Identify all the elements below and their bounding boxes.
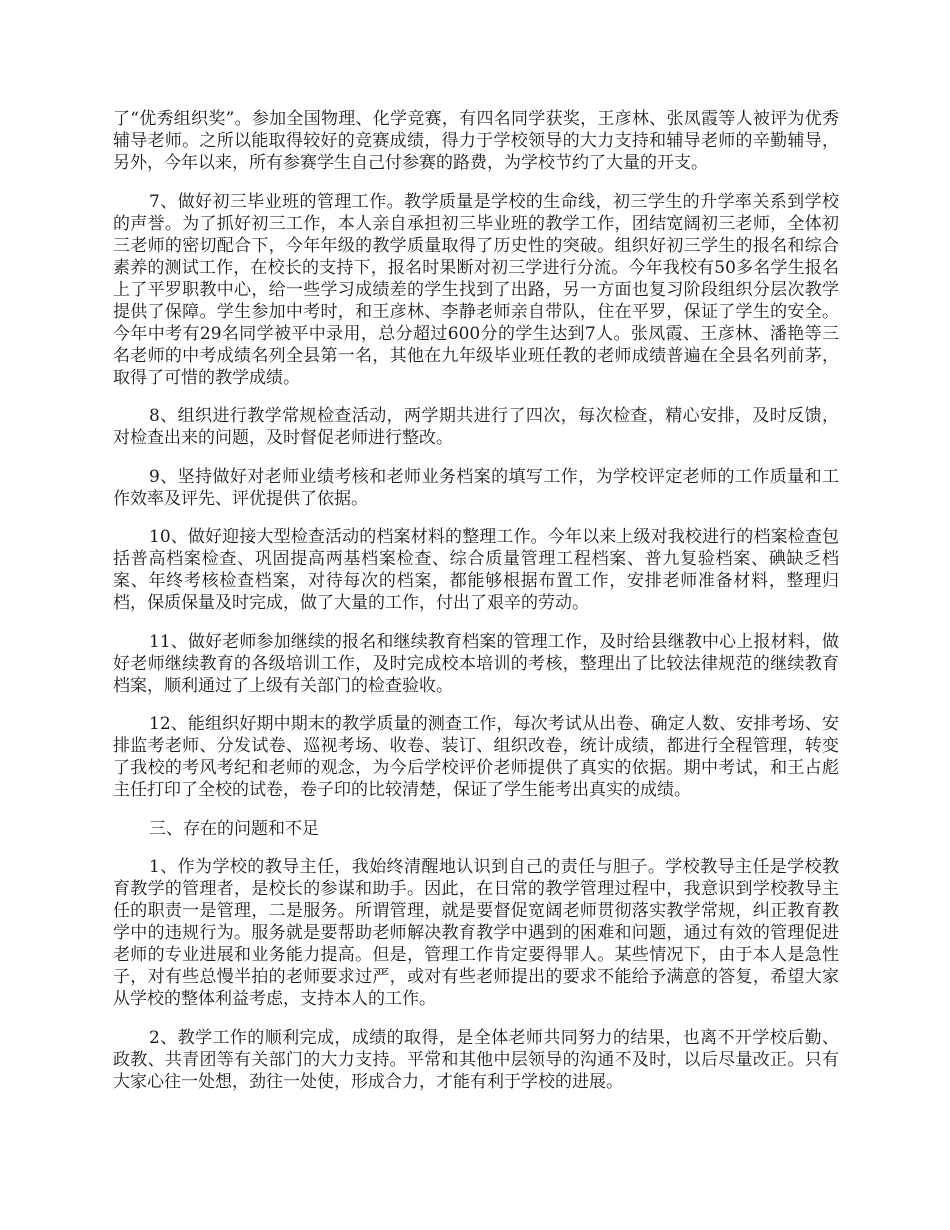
section-heading: 三、存在的问题和不足	[149, 818, 319, 839]
paragraph-item-12: 12、能组织好期中期末的教学质量的测查工作，每次考试从出卷、确定人数、安排考场、安排监考老师、分发试卷、巡视考场、收卷、装订、组织改卷，统计成绩，都进行全程管理，转变了我校的考风考纪和老师的观念，为今后学校评价老师提供了真实的依据。期中考试，和王占彪主任打印了全校的试卷，卷子印的比较清楚，保证了学生能考出真实的成绩。	[113, 714, 839, 800]
paragraph-problem-2: 2、教学工作的顺利完成，成绩的取得，是全体老师共同努力的结果，也离不开学校后勤、政教、共青团等有关部门的大力支持。平常和其他中层领导的沟通不及时，以后尽量改正。只有大家心往一处想，劲往一处使，形成合力，才能有利于学校的进展。	[113, 1027, 839, 1092]
paragraph-item-11: 11、做好老师参加继续的报名和继续教育档案的管理工作，及时给县继教中心上报材料，做好老师继续教育的各级培训工作，及时完成校本培训的考核，整理出了比较法律规范的继续教育档案，顺利通过了上级有关部门的检查验收。	[113, 631, 839, 696]
paragraph-award-continuation: 了“优秀组织奖”。参加全国物理、化学竞赛，有四名同学获奖，王彦林、张凤霞等人被评为优秀辅导老师。之所以能取得较好的竞赛成绩，得力于学校领导的大力支持和辅导老师的辛勤辅导，另外，今年以来，所有参赛学生自己付参赛的路费，为学校节约了大量的开支。	[113, 109, 839, 173]
document-page	[113, 108, 839, 1109]
paragraph-item-7: 7、做好初三毕业班的管理工作。教学质量是学校的生命线，初三学生的升学率关系到学校的声誉。为了抓好初三工作，本人亲自承担初三毕业班的教学工作，团结宽阔初三老师，全体初三老师的密切配合下，今年年级的教学质量取得了历史性的突破。组织好初三学生的报名和综合素养的测试工作，在校长的支持下，报名时果断对初三学进行分流。今年我校有50多名学生报名上了平罗职教中心，给一些学习成绩差的学生找到了出路，另一方面也复习阶段组织分层次教学提供了保障。学生参加中考时，和王彦林、李静老师亲自带队，住在平罗，保证了学生的安全。今年中考有29名同学被平中录用，总分超过600分的学生达到7人。张凤霞、王彦林、潘艳等三名老师的中考成绩名列全县第一名，其他在九年级毕业班任教的老师成绩普遍在全县名列前茅，取得了可惜的教学成绩。	[113, 191, 839, 388]
paragraph-item-8: 8、组织进行教学常规检查活动，两学期共进行了四次，每次检查，精心安排，及时反馈，对检查出来的问题，及时督促老师进行整改。	[113, 406, 839, 448]
paragraph-item-10: 10、做好迎接大型检查活动的档案材料的整理工作。今年以来上级对我校进行的档案检查包括普高档案检查、巩固提高两基档案检查、综合质量管理工程档案、普九复验档案、碘缺乏档案、年终考核检查档案，对待每次的档案，都能够根据布置工作，安排老师准备材料，整理归档，保质保量及时完成，做了大量的工作，付出了艰辛的劳动。	[113, 527, 839, 613]
paragraph-item-9: 9、坚持做好对老师业绩考核和老师业务档案的填写工作，为学校评定老师的工作质量和工作效率及评先、评优提供了依据。	[113, 466, 839, 509]
paragraph-problem-1: 1、作为学校的教导主任，我始终清醒地认识到自己的责任与胆子。学校教导主任是学校教育教学的管理者，是校长的参谋和助手。因此，在日常的教学管理过程中，我意识到学校教导主任的职责一是管理，二是服务。所谓管理，就是要督促宽阔老师贯彻落实教学常规，纠正教育教学中的违规行为。服务就是要帮助老师解决教育教学中遇到的困难和问题，通过有效的管理促进老师的专业进展和业务能力提高。但是，管理工作肯定要得罪人。某些情况下，由于本人是急性子，对有些总慢半拍的老师要求过严，或对有些老师提出的要求不能给予满意的答复，希望大家从学校的整体利益考虑，支持本人的工作。	[113, 857, 839, 1009]
